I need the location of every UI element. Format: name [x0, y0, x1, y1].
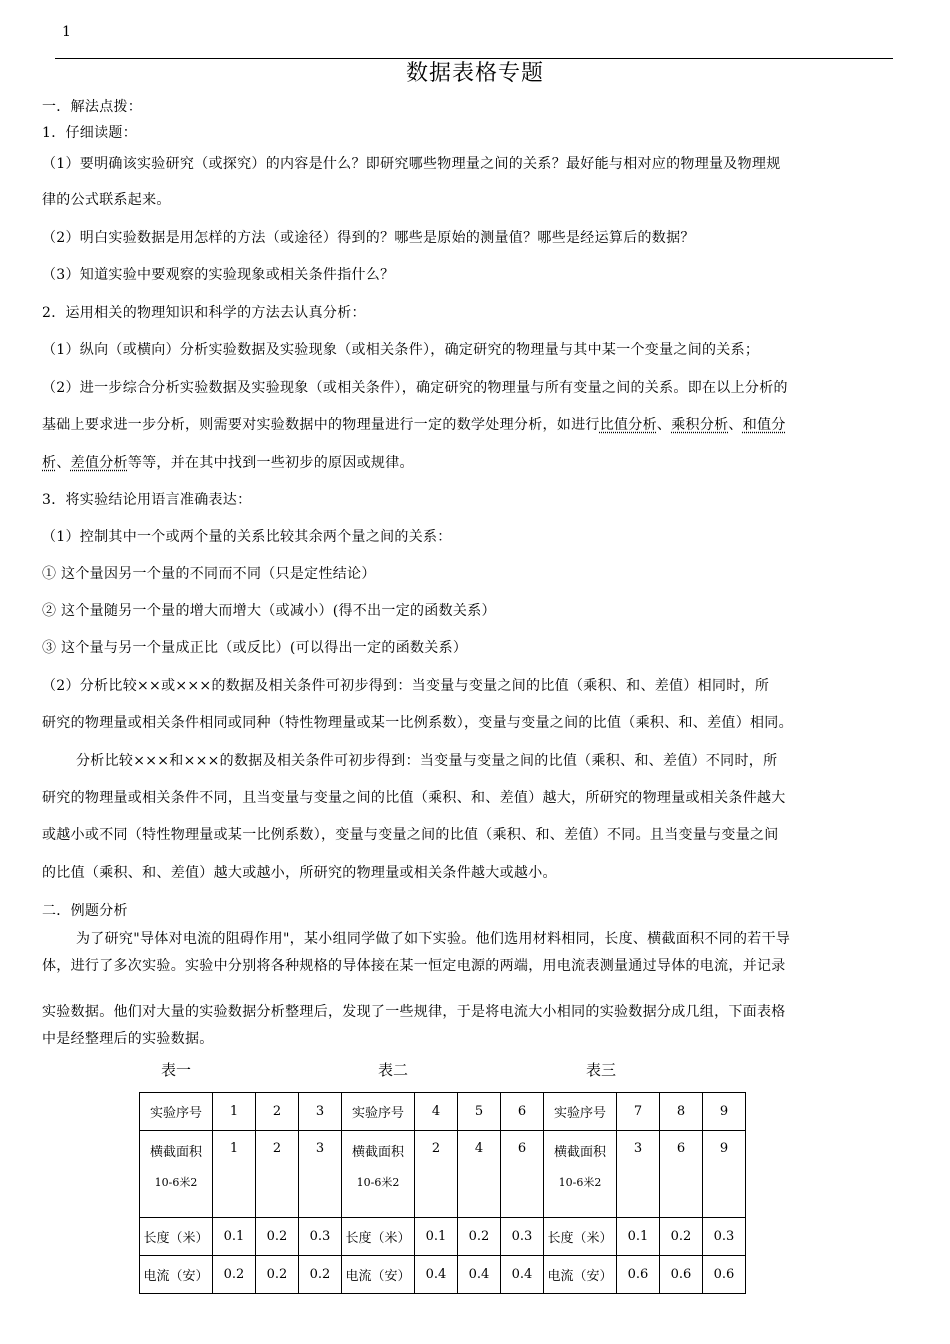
paragraph-line: 律的公式联系起来。 — [42, 192, 171, 208]
table-cell: 3 — [617, 1131, 660, 1218]
list-item: ③ 这个量与另一个量成正比（或反比）(可以得出一定的函数关系） — [42, 640, 468, 656]
row-header: 长度（米） — [140, 1218, 213, 1256]
table-cell: 0.2 — [256, 1218, 299, 1256]
table-cell: 2 — [415, 1131, 458, 1218]
paragraph-line: 研究的物理量或相关条件不同，且当变量与变量之间的比值（乘积、和、差值）越大，所研究的物理量或相关条件越大 — [42, 790, 786, 806]
area-label: 横截面积 — [351, 1145, 404, 1160]
row-header: 电流（安） — [544, 1256, 617, 1294]
table-cell: 1 — [213, 1131, 256, 1218]
paragraph-line — [42, 452, 908, 472]
table-cell: 1 — [213, 1093, 256, 1131]
row-header: 长度（米） — [544, 1218, 617, 1256]
paragraph-line: 为了研究"导体对电流的阻碍作用"，某小组同学做了如下实验。他们选用材料相同，长度、横截面积不同的若干导 — [76, 931, 791, 947]
text-run: 、 — [656, 417, 672, 433]
table-cell: 0.6 — [660, 1256, 703, 1294]
table-cell: 3 — [299, 1131, 342, 1218]
table-cell: 0.4 — [415, 1256, 458, 1294]
table-cell: 0.2 — [213, 1256, 256, 1294]
table-cell: 0.6 — [617, 1256, 660, 1294]
paragraph-line: （1）纵向（或横向）分析实验数据及实验现象（或相关条件），确定研究的物理量与其中某一个变量之间的关系； — [42, 342, 760, 358]
table-cell: 0.4 — [501, 1256, 544, 1294]
table-cell: 4 — [415, 1093, 458, 1131]
table-cell: 8 — [660, 1093, 703, 1131]
row-header: 实验序号 — [342, 1093, 415, 1131]
table-cell: 6 — [501, 1131, 544, 1218]
paragraph-line: （1）要明确该实验研究（或探究）的内容是什么？即研究哪些物理量之间的关系？最好能与相对应的物理量及物理规 — [42, 156, 781, 172]
table-cell: 0.3 — [299, 1218, 342, 1256]
table-cell: 0.1 — [415, 1218, 458, 1256]
list-item: ① 这个量因另一个量的不同而不同（只是定性结论） — [42, 566, 376, 582]
marked-term: 乘积分析 — [671, 417, 729, 433]
table-cell: 4 — [458, 1131, 501, 1218]
paragraph-line: （2）明白实验数据是用怎样的方法（或途径）得到的？哪些是原始的测量值？哪些是经运算后的数据？ — [42, 230, 695, 246]
marked-term: 差值分析 — [70, 455, 128, 471]
table-row — [140, 1218, 746, 1256]
point3-heading: 3．将实验结论用语言准确表达： — [42, 492, 252, 508]
row-header — [544, 1131, 617, 1218]
marked-term: 析 — [42, 455, 57, 471]
table-cell: 0.2 — [256, 1256, 299, 1294]
area-unit: 10-6米2 — [558, 1176, 602, 1189]
page-number: 1 — [62, 24, 71, 40]
paragraph-line: 实验数据。他们对大量的实验数据分析整理后，发现了一些规律，于是将电流大小相同的实验数据分成几组，下面表格 — [42, 1004, 786, 1020]
table-cell: 5 — [458, 1093, 501, 1131]
table-cell: 3 — [299, 1093, 342, 1131]
text-run: 、 — [56, 455, 71, 471]
marked-term: 比值分析 — [599, 417, 657, 433]
table-cell: 0.1 — [213, 1218, 256, 1256]
page-title: 数据表格专题 — [405, 61, 544, 86]
section1-heading: 一．解法点拨： — [42, 99, 143, 115]
paragraph-line: 体，进行了多次实验。实验中分别将各种规格的导体接在某一恒定电源的两端，用电流表测量通过导体的电流，并记录 — [42, 958, 786, 974]
table-cell: 0.4 — [458, 1256, 501, 1294]
table-cell: 0.1 — [617, 1218, 660, 1256]
table-caption: 表三 — [586, 1061, 617, 1079]
area-unit: 10-6米2 — [356, 1176, 400, 1189]
table-cell: 9 — [703, 1131, 746, 1218]
row-header: 实验序号 — [140, 1093, 213, 1131]
table-row — [140, 1131, 746, 1218]
text-run: 基础上要求进一步分析，则需要对实验数据中的物理量进行一定的数学处理分析，如进行 — [42, 417, 600, 433]
point2-heading: 2．运用相关的物理知识和科学的方法去认真分析： — [42, 305, 366, 321]
paragraph-line: 或越小或不同（特性物理量或某一比例系数），变量与变量之间的比值（乘积、和、差值）不同。且当变量与变量之间 — [42, 827, 779, 843]
paragraph-line: （1）控制其中一个或两个量的关系比较其余两个量之间的关系： — [42, 529, 452, 545]
text-run: 、 — [728, 417, 743, 433]
table-cell: 0.6 — [703, 1256, 746, 1294]
table-cell: 7 — [617, 1093, 660, 1131]
table-row — [140, 1093, 746, 1131]
list-item: ② 这个量随另一个量的增大而增大（或减小）(得不出一定的函数关系） — [42, 603, 496, 619]
paragraph-line: 分析比较×××和×××的数据及相关条件可初步得到：当变量与变量之间的比值（乘积、和、差值）不同时，所 — [76, 753, 778, 769]
area-label: 横截面积 — [553, 1145, 606, 1160]
table-cell: 6 — [660, 1131, 703, 1218]
table-cell: 2 — [256, 1093, 299, 1131]
paragraph-line: 中是经整理后的实验数据。 — [42, 1031, 214, 1047]
row-header — [140, 1131, 213, 1218]
table-caption: 表二 — [378, 1061, 409, 1079]
data-table — [139, 1092, 746, 1294]
section2-heading: 二．例题分析 — [42, 903, 128, 919]
text-run: 等等，并在其中找到一些初步的原因或规律。 — [127, 455, 414, 471]
table-caption: 表一 — [161, 1061, 192, 1079]
table-row — [140, 1256, 746, 1294]
marked-term: 和值分 — [742, 417, 786, 433]
table-cell: 2 — [256, 1131, 299, 1218]
table-cell: 9 — [703, 1093, 746, 1131]
paragraph-line: （2）分析比较××或×××的数据及相关条件可初步得到：当变量与变量之间的比值（乘积、和、差值）相同时，所 — [42, 678, 770, 694]
row-header: 电流（安） — [140, 1256, 213, 1294]
table-cell: 0.3 — [501, 1218, 544, 1256]
row-header: 实验序号 — [544, 1093, 617, 1131]
table-cell: 0.2 — [299, 1256, 342, 1294]
paragraph-line: 研究的物理量或相关条件相同或同种（特性物理量或某一比例系数），变量与变量之间的比值（乘积、和、差值）相同。 — [42, 715, 793, 731]
paragraph-line: （3）知道实验中要观察的实验现象或相关条件指什么？ — [42, 267, 395, 283]
paragraph-line: （2）进一步综合分析实验数据及实验现象（或相关条件），确定研究的物理量与所有变量之间的关系。即在以上分析的 — [42, 380, 788, 396]
area-label: 横截面积 — [149, 1145, 202, 1160]
table-cell: 0.3 — [703, 1218, 746, 1256]
row-header: 电流（安） — [342, 1256, 415, 1294]
paragraph-line — [42, 414, 908, 434]
row-header — [342, 1131, 415, 1218]
point1-heading: 1．仔细读题： — [42, 125, 138, 141]
area-unit: 10-6米2 — [154, 1176, 198, 1189]
table-cell: 6 — [501, 1093, 544, 1131]
table-cell: 0.2 — [660, 1218, 703, 1256]
paragraph-line: 的比值（乘积、和、差值）越大或越小，所研究的物理量或相关条件越大或越小。 — [42, 865, 557, 881]
row-header: 长度（米） — [342, 1218, 415, 1256]
table-cell: 0.2 — [458, 1218, 501, 1256]
